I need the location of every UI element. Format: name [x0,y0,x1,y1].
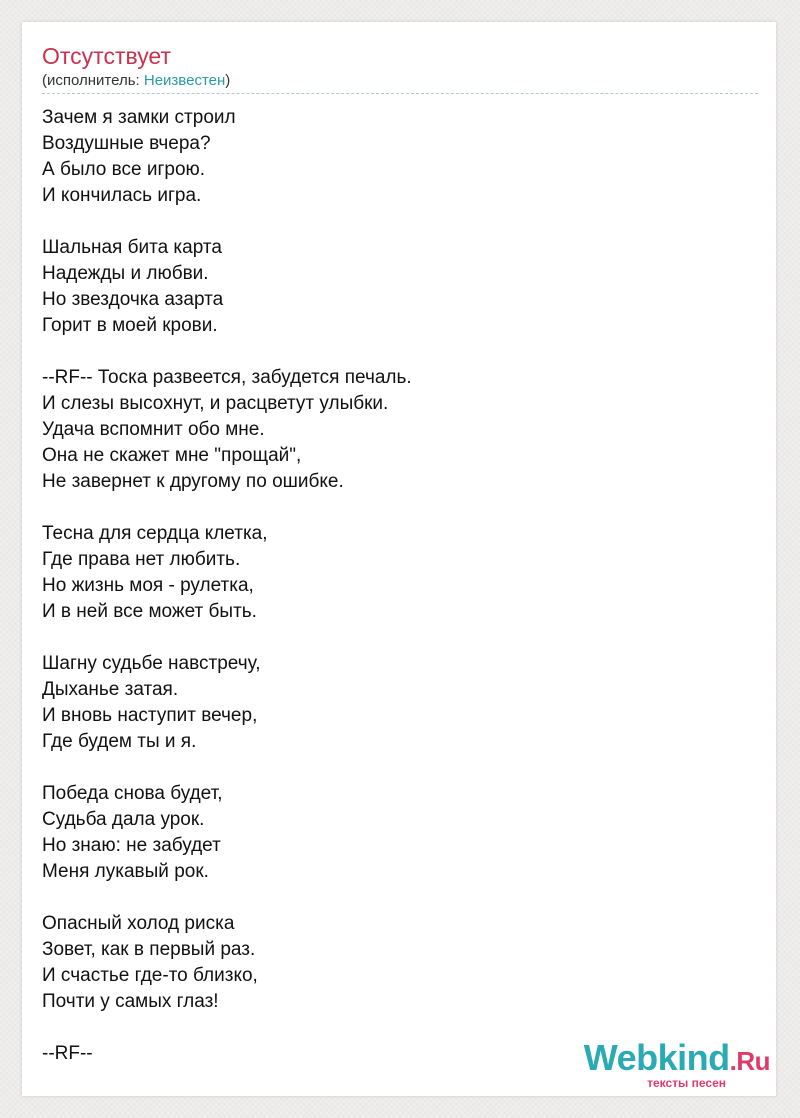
lyric-line [42,495,412,521]
lyric-line: Удача вспомнит обо мне. [42,419,265,440]
lyric-line: И счастье где-то близко, [42,965,258,986]
artist-line [42,72,230,90]
lyric-line: Почти у самых глаз! [42,991,219,1012]
lyric-line: Но звездочка азарта [42,289,224,310]
artist-prefix: (исполнитель: [42,72,144,89]
lyric-line [42,1015,412,1041]
artist-link[interactable]: Неизвестен [143,72,226,89]
lyric-line: А было все игрою. [42,159,206,180]
lyric-line: Горит в моей крови. [42,315,218,336]
artist-suffix: ) [225,72,231,89]
lyric-line: Но знаю: не забудет [42,835,221,856]
lyric-line [42,209,412,235]
lyric-line: Дыханье затая. [42,679,179,700]
lyric-line: Зовет, как в первый раз. [42,939,256,960]
lyric-line: Где права нет любить. [42,549,241,570]
lyric-line: Зачем я замки строил [42,107,236,128]
logo-name: Webkind [583,1037,730,1078]
lyric-line: Шальная бита карта [42,237,222,258]
lyric-line: --RF-- [42,1043,93,1064]
lyric-line [42,885,412,911]
lyric-line: Опасный холод риска [42,913,235,934]
lyric-line: И в ней все может быть. [42,601,257,622]
lyric-line: Шагну судьбе навстречу, [42,653,261,674]
song-title: Отсутствует [42,43,171,69]
lyrics-page [22,22,776,1096]
lyric-line: Она не скажет мне "прощай", [42,445,302,466]
logo-wordmark [584,1038,770,1081]
lyric-line [42,625,412,651]
lyric-line [42,339,412,365]
lyric-line: Победа снова будет, [42,783,223,804]
lyric-line: И вновь наступит вечер, [42,705,258,726]
lyric-line: Где будем ты и я. [42,731,197,752]
lyric-line: Тесна для сердца клетка, [42,523,268,544]
lyric-line: Не завернет к другому по ошибке. [42,471,344,492]
lyric-line: Судьба дала урок. [42,809,205,830]
lyric-line: И кончилась игра. [42,185,202,206]
lyric-line: Меня лукавый рок. [42,861,209,882]
lyric-line [42,755,412,781]
lyric-line: Но жизнь моя - рулетка, [42,575,254,596]
lyric-line: И слезы высохнут, и расцветут улыбки. [42,393,389,414]
logo-tld: .Ru [729,1046,770,1076]
logo-tagline: тексты песен [647,1076,726,1090]
webkind-logo[interactable] [570,1038,770,1092]
lyric-line: Воздушные вчера? [42,133,211,154]
dashed-divider [42,93,758,94]
lyric-line: Надежды и любви. [42,263,209,284]
lyric-line: --RF-- Тоска развеется, забудется печаль. [42,367,412,388]
lyrics-text [42,105,412,1067]
